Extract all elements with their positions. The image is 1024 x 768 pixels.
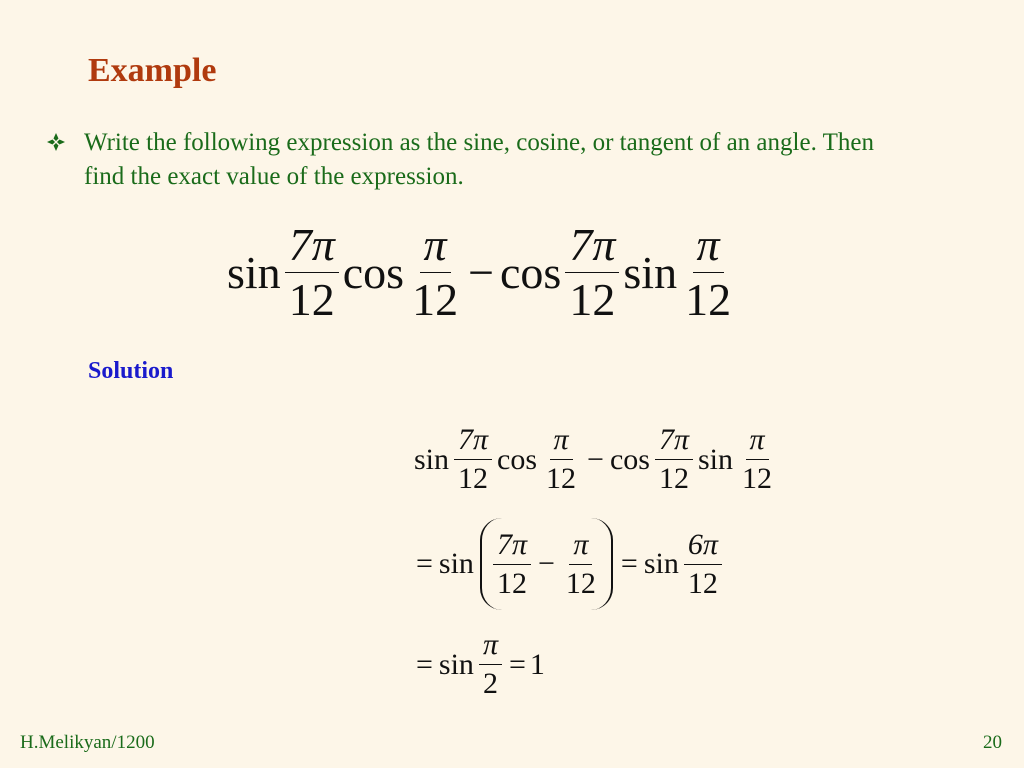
fraction: [681, 219, 735, 325]
minus-sign: −: [537, 547, 555, 580]
denominator: 12: [569, 274, 616, 325]
numerator: π: [569, 530, 592, 565]
page-number: 20: [983, 732, 1002, 753]
fraction: [542, 425, 580, 494]
numerator: π: [693, 222, 724, 273]
parentheses: [480, 518, 613, 610]
numerator: 7π: [285, 222, 339, 273]
sin-fn: sin: [698, 442, 734, 476]
equals-sign: =: [416, 647, 433, 681]
fraction: [684, 527, 722, 600]
sin-fn: sin: [438, 647, 474, 681]
fraction: [738, 425, 776, 494]
denominator: 12: [685, 274, 732, 325]
minus-sign: −: [587, 442, 604, 476]
cos-fn: cos: [342, 247, 405, 298]
numerator: π: [550, 425, 573, 460]
numerator: π: [746, 425, 769, 460]
result-value: 1: [529, 647, 545, 681]
solution-line-3: [412, 630, 545, 699]
denominator: 12: [546, 462, 577, 495]
fraction: [408, 219, 462, 325]
denominator: 12: [496, 566, 527, 600]
cos-fn: cos: [497, 442, 538, 476]
denominator: 12: [658, 462, 689, 495]
bullet-text: Write the following expression as the sine, cosine, or tangent of an angle. Then find the exact value of the expression.: [84, 129, 874, 190]
denominator: 12: [412, 274, 459, 325]
fraction: [655, 425, 693, 494]
problem-expression: [225, 219, 737, 325]
fraction: [562, 527, 600, 600]
cos-fn: cos: [609, 442, 650, 476]
sin-fn: sin: [414, 442, 450, 476]
equals-sign: =: [416, 547, 433, 580]
numerator: 7π: [454, 425, 492, 460]
numerator: π: [420, 222, 451, 273]
fraction: [493, 527, 531, 600]
diamond-bullet-icon: [46, 132, 66, 152]
denominator: 12: [687, 566, 718, 600]
fraction: [454, 425, 492, 494]
sin-fn: sin: [623, 247, 678, 298]
denominator: 12: [742, 462, 773, 495]
fraction: [479, 630, 502, 699]
minus-sign: −: [468, 247, 495, 298]
numerator: 7π: [493, 530, 531, 565]
equals-sign: =: [508, 647, 526, 681]
slide-title: Example: [88, 52, 217, 89]
solution-line-1: [412, 425, 779, 494]
numerator: 7π: [565, 222, 619, 273]
equals-sign: =: [620, 547, 638, 580]
numerator: 7π: [655, 425, 693, 460]
denominator: 12: [288, 274, 335, 325]
sin-fn: sin: [643, 547, 679, 580]
cos-fn: cos: [500, 247, 562, 298]
solution-label: Solution: [88, 358, 174, 384]
footer-author: H.Melikyan/1200: [20, 732, 155, 753]
sin-fn: sin: [438, 547, 474, 580]
fraction: [285, 219, 339, 325]
denominator: 2: [482, 667, 498, 700]
denominator: 12: [565, 566, 596, 600]
fraction: [565, 219, 619, 325]
sin-fn: sin: [227, 247, 281, 298]
numerator: π: [479, 630, 502, 665]
solution-line-2: [412, 518, 725, 610]
numerator: 6π: [684, 530, 722, 565]
denominator: 12: [458, 462, 489, 495]
